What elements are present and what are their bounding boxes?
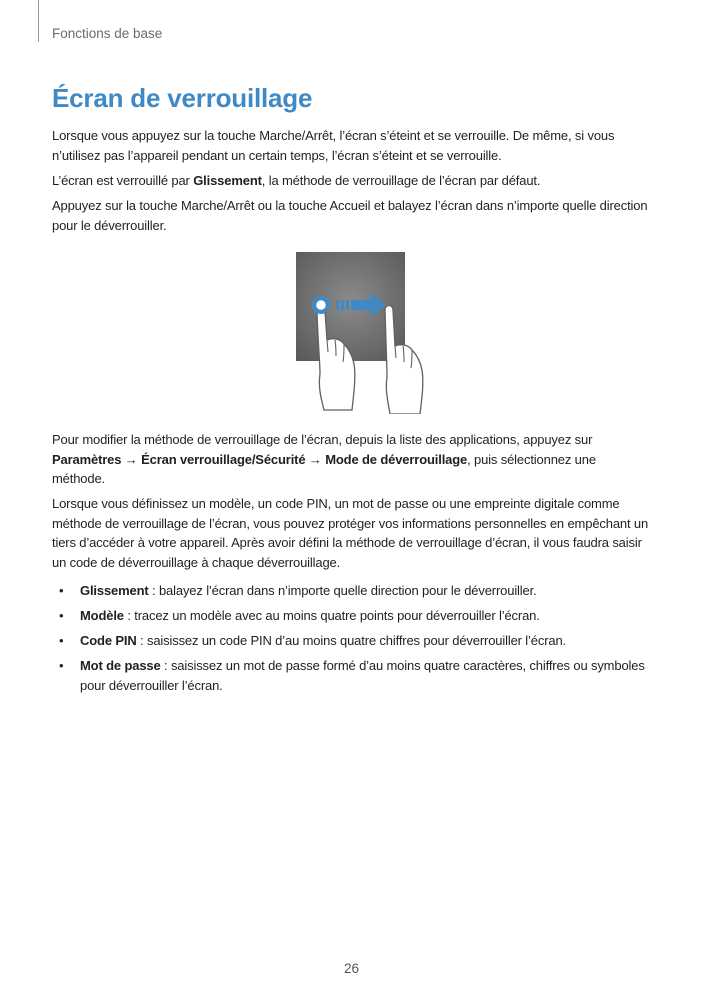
method-description: : tracez un modèle avec au moins quatre points pour déverrouiller l’écran. bbox=[123, 608, 540, 624]
list-item bbox=[52, 631, 652, 651]
method-description: : saisissez un code PIN d’au moins quatre chiffres pour déverrouiller l’écran. bbox=[136, 633, 566, 649]
lock-methods-list bbox=[52, 581, 652, 701]
path-step-unlock-mode: Mode de déverrouillage bbox=[325, 451, 468, 467]
list-item bbox=[52, 581, 652, 601]
bullet-icon: • bbox=[59, 633, 64, 649]
bullet-icon: • bbox=[59, 583, 64, 598]
default-lock-paragraph: L’écran est verrouillé par Glissement, la méthode de verrouillage de l’écran par défaut. bbox=[52, 173, 541, 188]
default-lock-method: Glissement bbox=[193, 173, 262, 188]
method-name: Glissement bbox=[80, 583, 149, 598]
method-description: : saisissez un mot de passe formé d’au moins quatre caractères, chiffres ou symboles pour déverrouiller l’écran. bbox=[80, 658, 645, 693]
method-description: : balayez l’écran dans n’importe quelle direction pour le déverrouiller. bbox=[148, 583, 537, 598]
method-name: Code PIN bbox=[80, 633, 137, 649]
unlock-instructions: Appuyez sur la touche Marche/Arrêt ou la touche Accueil et balayez l’écran dans n’importe quelle direction pour le déverrouiller. bbox=[52, 198, 648, 233]
method-name: Modèle bbox=[80, 608, 124, 624]
bullet-icon: • bbox=[59, 608, 64, 624]
list-item bbox=[52, 606, 652, 626]
intro-paragraph: Lorsque vous appuyez sur la touche Marche/Arrêt, l’écran s’éteint et se verrouille. De même, si vous n’utilisez pas l’appareil pendant un certain temps, l’écran s’éteint et se verrouille. bbox=[52, 128, 615, 163]
page-number: 26 bbox=[343, 961, 360, 976]
path-step-lock-security: Écran verrouillage/Sécurité bbox=[141, 451, 306, 467]
path-step-settings: Paramètres bbox=[52, 451, 122, 467]
method-name: Mot de passe bbox=[80, 658, 161, 674]
list-item bbox=[52, 656, 652, 695]
bullet-icon: • bbox=[59, 658, 64, 674]
swipe-unlock-illustration bbox=[296, 252, 436, 414]
header-rule bbox=[38, 0, 39, 42]
section-header: Fonctions de base bbox=[52, 26, 163, 41]
change-method-paragraph: Pour modifier la méthode de verrouillage de l’écran, depuis la liste des applications, appuyez sur Paramètres → Écran verrouillage/Sécurité → Mode de déverrouillage, puis sélectionnez une méthode. bbox=[52, 432, 596, 487]
security-paragraph: Lorsque vous définissez un modèle, un code PIN, un mot de passe ou une empreinte digitale comme méthode de verrouillage de l’écran, vous pouvez protéger vos informations personnelles en empêchant un tiers d’accéder à votre appareil. Après avoir défini la méthode de verrouillage d’écran, il vous faudra saisir un code de déverrouillage à chaque déverrouillage. bbox=[52, 496, 649, 570]
page-title: Écran de verrouillage bbox=[52, 83, 313, 113]
